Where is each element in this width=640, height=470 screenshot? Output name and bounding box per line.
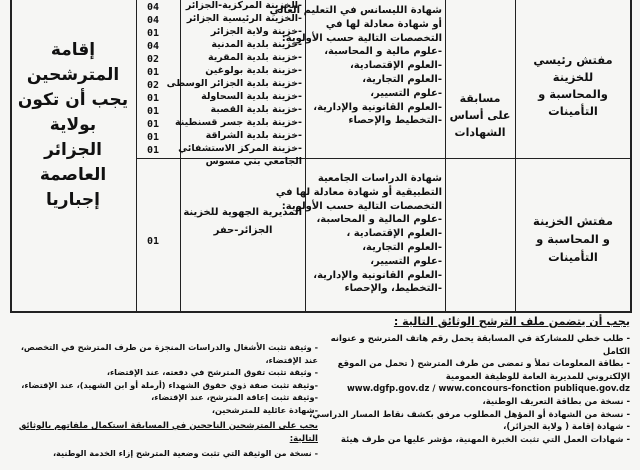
count-cell: 01: [147, 28, 160, 39]
count-cell: 04: [147, 2, 160, 13]
row2-count: 01: [147, 236, 160, 247]
qualification-line: -العلوم القانونية والإدارية،: [313, 269, 442, 281]
qualification-line: التطبيقية أو شهادة معادلة لها في: [275, 186, 442, 198]
website-link[interactable]: www.concours-fonction publique.gov.dz: [438, 384, 630, 395]
count-cell: 01: [147, 67, 160, 78]
table-divider-4: [445, 0, 446, 312]
count-cell: 02: [147, 54, 160, 65]
required-list: [18, 447, 318, 460]
agency-item: -خزينة ولاية الجزائر: [210, 26, 302, 37]
doc-item: - نسخة من بطاقة التعريف الوطنية،: [482, 396, 630, 407]
mode-line: على أساس: [449, 109, 511, 122]
doc-item: - وثيقة تثبت الأشغال والدراسات المنجزة من طرف المترشح في التخصص،: [20, 342, 318, 352]
doc-item: - نسخة من الشهادة أو المؤهل المطلوب مرفق بكشف نقاط المسار الدراسي،: [309, 409, 630, 420]
qualification-line: -علوم التسيير،: [370, 255, 442, 267]
count-cell: 02: [147, 80, 160, 91]
docs-optional-list: [18, 341, 318, 417]
qualification-line: التخصصات التالية حسب الأولوية:: [281, 200, 442, 212]
website-link[interactable]: www.dgfp.gov.dz: [346, 384, 430, 395]
position-line: و المحاسبة و: [536, 232, 610, 246]
qualification-line: -العلوم التجارية،: [362, 241, 442, 253]
row1-position: [518, 52, 628, 120]
agency-item: -خزينة بلدية المقرية: [207, 52, 302, 63]
position-line: للخزينة: [552, 70, 594, 84]
qualification-line: -العلوم القانونية والإدارية،: [313, 101, 442, 113]
qualification-line: -التخطيط والإحصاء: [348, 115, 442, 127]
table-divider-3: [305, 0, 306, 312]
required-title: [18, 420, 318, 445]
agency-item: -خزينة بلدية السحاولة: [201, 91, 302, 102]
position-line: مفتش الخزينة: [532, 214, 614, 228]
residence-line: العاصمة: [39, 165, 107, 185]
count-cell: 01: [147, 145, 160, 156]
doc-item: عند الإقتضاء،: [265, 354, 318, 365]
agency-item: الجامعي بني مسوس: [205, 156, 302, 167]
separator: /: [432, 384, 439, 395]
table-border-right: [630, 0, 632, 312]
doc-item: - شهادة إقامة ( ولاية الجزائر)،: [503, 422, 630, 433]
qualification-line: شهادة الدراسات الجامعية: [317, 173, 442, 184]
position-line: التأمينات: [548, 250, 598, 264]
doc-item: -شهادة عائلية للمترشحين،: [211, 404, 318, 415]
required-item: - نسخة من الوثيقة التي تثبت وضعية المترشح إزاء الخدمة الوطنية،: [52, 448, 318, 458]
qualification-line: التخصصات التالية حسب الأولوية:: [281, 32, 442, 44]
residence-line: الجزائر: [44, 140, 102, 160]
agency-item: -خزينة بلدية جسر قسنطينة: [174, 117, 302, 128]
doc-item: -وثيقة تثبت إعاقة المترشح، عند الإقتضاء،: [151, 392, 318, 403]
count-cell: 01: [147, 119, 160, 130]
doc-item: - وثيقة تثبت تفوق المترشح في دفعته، عند الإقتضاء،: [106, 367, 318, 378]
doc-item: - طلب خطي للمشاركة في المسابقة يحمل رقم هاتف المترشح و عنوانه: [330, 334, 630, 344]
table-divider-1: [136, 0, 137, 312]
agency-item: -خزينة بلدية بولوغين: [205, 65, 302, 76]
qualification-line: شهادة الليسانس في التعليم العالي: [269, 5, 442, 16]
qualification-line: -التخطيط، والإحصاء: [344, 283, 442, 295]
qualification-line: -علوم مالية و المحاسبة،: [324, 46, 442, 58]
doc-item: الإلكتروني للمديرية العامة للوظيفة العمومية: [445, 371, 630, 382]
mode-line: مسابقة: [459, 92, 501, 105]
residence-line: إجباريا: [46, 190, 100, 210]
agency-item: -خزينة بلدية الجزائر الوسطى: [166, 78, 302, 89]
residence-line: بولاية: [49, 115, 97, 135]
required-title-line: يجب على المترشحين الناجحين في المسابقة استكمال ملفاتهم بالوثائق: [18, 421, 318, 431]
agency-item: -خزينة المركز الاستشفائي: [178, 143, 302, 154]
agency-item: -الخزينة المركزية-الجزائر: [185, 0, 302, 11]
position-line: مفتش رئيسي: [533, 53, 613, 67]
required-title-line: التالية:: [289, 433, 318, 444]
residence-line: يجب أن تكون: [17, 90, 129, 110]
doc-item: - بطاقة المعلومات تملأ و تمضى من طرف المترشح ( تحمل من الموقع: [337, 359, 630, 370]
count-cell: 01: [147, 106, 160, 117]
count-cell: 01: [147, 93, 160, 104]
count-cell: 04: [147, 15, 160, 26]
count-cell: 04: [147, 41, 160, 52]
doc-item: - شهادات العمل التي تثبت الخبرة المهنية، مؤشر عليها من طرف هيئة: [340, 434, 630, 445]
qualification-line: -علوم المالية و المحاسبة،: [316, 214, 442, 226]
doc-item: الكامل: [602, 346, 630, 357]
table-divider-2: [180, 0, 181, 312]
docs-title: يجب أن يتضمن ملف الترشح الوثائق التالية :: [393, 315, 630, 328]
table-border-bottom: [10, 311, 632, 313]
qualification-line: أو شهادة معادلة لها في: [325, 18, 442, 30]
agency-item: -خزينة بلدية الشراقة: [205, 130, 302, 141]
qualification-line: -العلوم الإقتصادية،: [349, 60, 442, 72]
residence-line: المترشحين: [26, 65, 120, 85]
row2-position: [518, 212, 628, 266]
position-line: التأمينات: [548, 104, 598, 118]
doc-item: -وثيقة تثبت صفة ذوي حقوق الشهداء (أرملة أو ابن الشهيد)، عند الإقتضاء،: [21, 379, 318, 390]
agency-item: -خزينة بلدية القصبة: [210, 104, 302, 115]
row2-qualifications: [275, 172, 442, 296]
agency-item: الجزائر-حفر: [213, 225, 273, 236]
row1-agencies: [166, 0, 302, 168]
qualification-line: -علوم التسيير،: [370, 87, 442, 99]
agency-item: -الخزينة الرئيسية الجزائر: [186, 13, 302, 24]
doc-item-websites: [322, 383, 630, 396]
residence-note: [14, 38, 132, 213]
agency-item: -خزينة بلدية المدنية: [211, 39, 302, 50]
position-line: والمحاسبة و: [538, 87, 608, 101]
residence-line: إقامة: [50, 40, 96, 60]
row1-qualifications: [269, 4, 442, 128]
row1-mode: [448, 90, 512, 141]
table-border-left: [10, 0, 12, 312]
docs-required-list: [309, 333, 630, 446]
count-cell: 01: [147, 132, 160, 143]
mode-line: الشهادات: [454, 126, 506, 139]
table-divider-5: [515, 0, 516, 312]
agency-item: المديرية الجهوية للخزينة: [183, 207, 302, 218]
qualification-line: -العلوم التجارية،: [362, 73, 442, 85]
qualification-line: -العلوم الإقتصادية ،: [346, 228, 442, 240]
